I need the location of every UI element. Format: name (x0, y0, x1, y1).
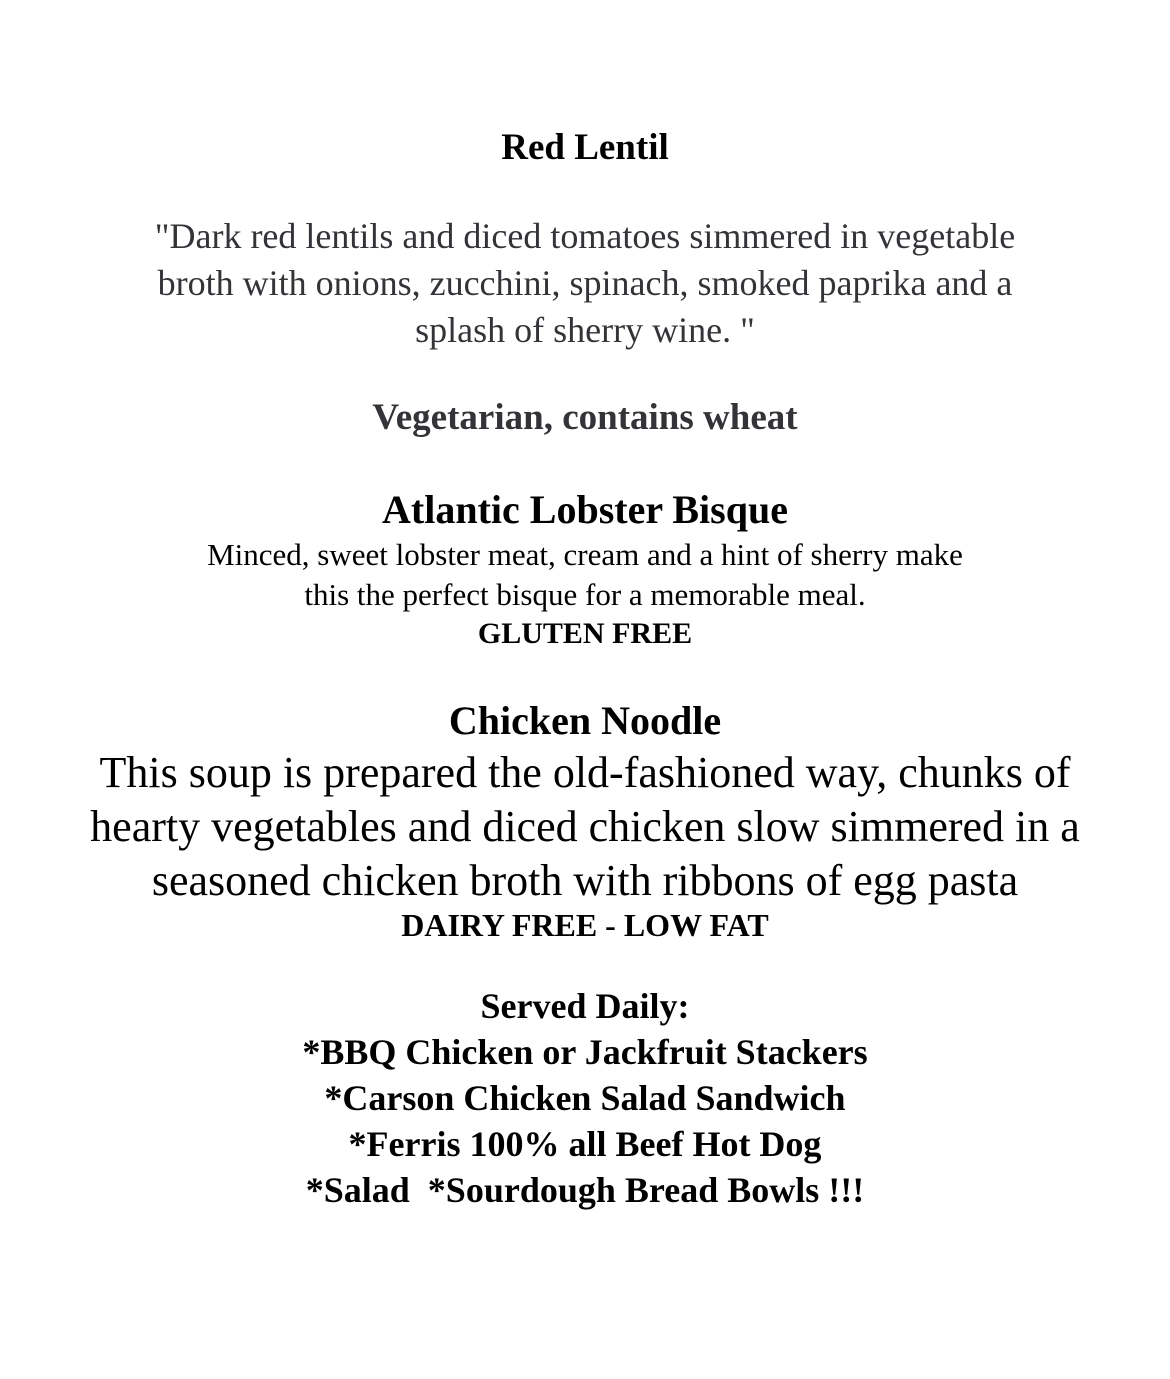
chicken-noodle-description-line-2: hearty vegetables and diced chicken slow simmered in a (90, 802, 1080, 851)
lobster-bisque-description-line-1: Minced, sweet lobster meat, cream and a hint of sherry make (207, 537, 963, 572)
chicken-noodle-title: Chicken Noodle (448, 698, 722, 743)
red-lentil-title: Red Lentil (501, 127, 669, 168)
served-daily-item: *Carson Chicken Salad Sandwich (324, 1078, 846, 1118)
lobster-bisque-title: Atlantic Lobster Bisque (382, 487, 788, 532)
red-lentil-dietary-tag: Vegetarian, contains wheat (372, 397, 798, 438)
red-lentil-description-line-3: splash of sherry wine. " (415, 310, 755, 350)
served-daily-item: *BBQ Chicken or Jackfruit Stackers (302, 1032, 868, 1072)
chicken-noodle-dietary-tag: DAIRY FREE - LOW FAT (401, 907, 769, 943)
served-daily-item: *Ferris 100% all Beef Hot Dog (348, 1124, 822, 1164)
served-daily-title: Served Daily: (480, 986, 690, 1026)
served-daily-item: *Salad *Sourdough Bread Bowls !!! (305, 1170, 865, 1210)
lobster-bisque-dietary-tag: GLUTEN FREE (477, 617, 693, 650)
lobster-bisque-description-line-2: this the perfect bisque for a memorable meal. (304, 577, 866, 612)
red-lentil-description-line-2: broth with onions, zucchini, spinach, smoked paprika and a (157, 263, 1013, 303)
chicken-noodle-description-line-3: seasoned chicken broth with ribbons of egg pasta (151, 856, 1019, 905)
red-lentil-description-line-1: "Dark red lentils and diced tomatoes simmered in vegetable (154, 216, 1016, 256)
chicken-noodle-description-line-1: This soup is prepared the old-fashioned way, chunks of (99, 748, 1071, 797)
